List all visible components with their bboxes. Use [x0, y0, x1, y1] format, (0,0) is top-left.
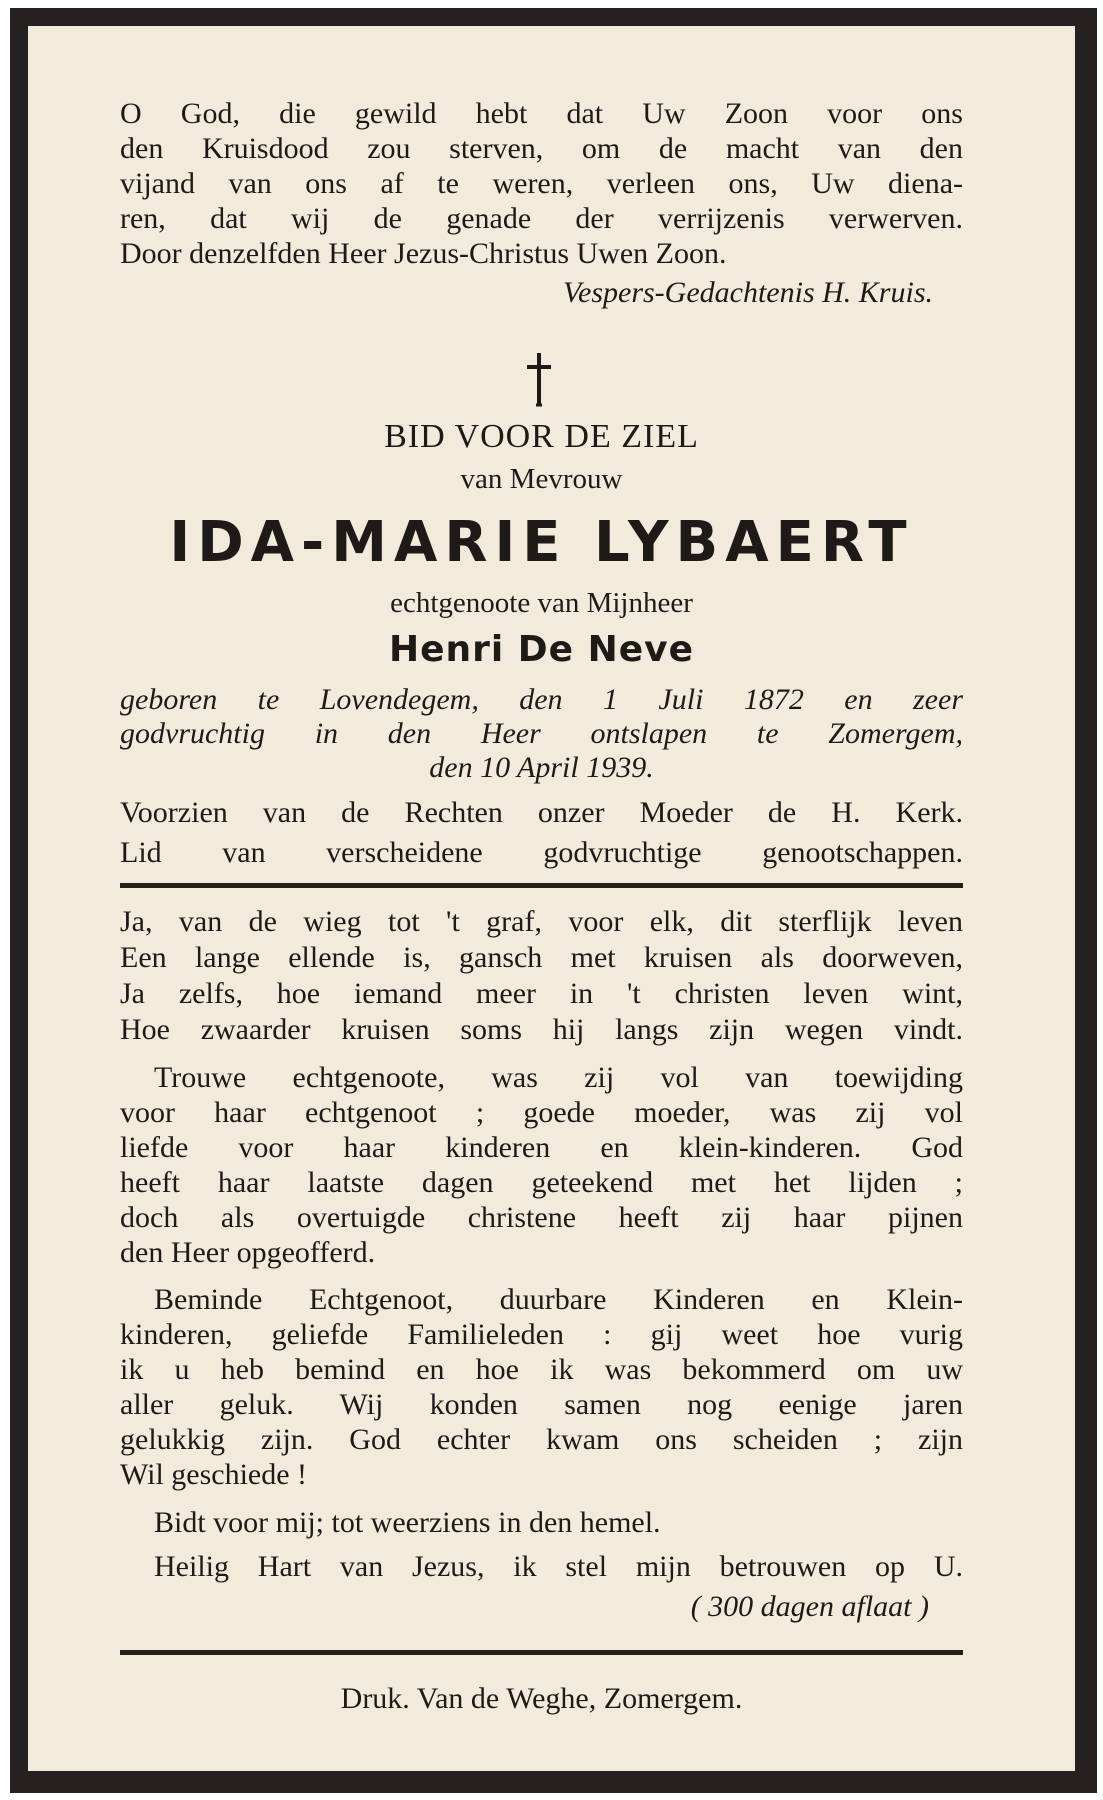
poem-line: Ja, van de wieg tot 't graf, voor elk, dit sterflijk leven [120, 905, 963, 938]
extra-line: Voorzien van de Rechten onzer Moeder de H. Kerk. [120, 796, 963, 829]
spouse-of-label: echtgenoote van Mijnheer [390, 587, 693, 619]
sacred-heart-prayer: Heilig Hart van Jezus, ik stel mijn betrouwen op U. [154, 1550, 963, 1583]
prayer-line: ren, dat wij de genade der verrijzenis verwerven. [120, 202, 963, 235]
tribute-line: liefde voor haar kinderen en klein-kinderen. God [120, 1131, 963, 1164]
prayer-source: Vespers-Gedachtenis H. Kruis. [563, 276, 933, 309]
deceased-name: IDA-MARIE LYBAERT [169, 510, 914, 575]
poem-line: Een lange ellende is, gansch met kruisen als doorweven, [120, 941, 963, 974]
tribute-line: doch als overtuigde christene heeft zij haar pijnen [120, 1201, 963, 1234]
dates-line: den 10 April 1939. [429, 751, 654, 784]
prayer-line: O God, die gewild hebt dat Uw Zoon voor ons [120, 97, 963, 130]
pray-for-me: Bidt voor mij; tot weerziens in den hemel. [154, 1506, 661, 1539]
prayer-line: den Kruisdood zou sterven, om de macht van den [120, 132, 963, 165]
pray-for-soul-heading: BID VOOR DE ZIEL [384, 418, 699, 455]
dates-line: geboren te Lovendegem, den 1 Juli 1872 en zeer [120, 683, 963, 716]
farewell-paragraph [120, 1282, 963, 1492]
opening-prayer [120, 96, 963, 271]
printer-credit: Druk. Van de Weghe, Zomergem. [340, 1682, 743, 1715]
poem [120, 904, 963, 1048]
tribute-line: heeft haar laatste dagen geteekend met het lijden ; [120, 1166, 963, 1199]
divider-rule [120, 883, 963, 888]
cross-icon [522, 351, 556, 407]
dates-line: godvruchtig in den Heer ontslapen te Zomergem, [120, 717, 963, 750]
farewell-line: kinderen, geliefde Familieleden : gij weet hoe vurig [120, 1318, 963, 1351]
farewell-line: aller geluk. Wij konden samen nog eenige jaren [120, 1388, 963, 1421]
card-paper [28, 26, 1075, 1771]
farewell-line: Beminde Echtgenoot, duurbare Kinderen en Klein- [154, 1283, 963, 1316]
indulgence-note: ( 300 dagen aflaat ) [690, 1590, 929, 1623]
prayer-line: vijand van ons af te weren, verleen ons, Uw diena- [120, 167, 963, 200]
tribute-line: Trouwe echtgenoote, was zij vol van toewijding [154, 1061, 963, 1094]
tribute-line: den Heer opgeofferd. [120, 1236, 376, 1269]
poem-line: Hoe zwaarder kruisen soms hij langs zijn wegen vindt. [120, 1013, 963, 1046]
farewell-line: gelukkig zijn. God echter kwam ons scheiden ; zijn [120, 1423, 963, 1456]
farewell-line: ik u heb bemind en hoe ik was bekommerd om uw [120, 1353, 963, 1386]
sacraments-and-memberships [120, 793, 963, 873]
spouse-name: Henri De Neve [388, 629, 695, 670]
tribute-line: voor haar echtgenoot ; goede moeder, was zij vol [120, 1096, 963, 1129]
memorial-card [10, 8, 1097, 1793]
prayer-line: Door denzelfden Heer Jezus-Christus Uwen Zoon. [120, 237, 727, 270]
extra-line: Lid van verscheidene godvruchtige genootschappen. [120, 836, 963, 869]
tribute-paragraph [120, 1060, 963, 1270]
poem-line: Ja zelfs, hoe iemand meer in 't christen leven wint, [120, 977, 963, 1010]
van-mevrouw: van Mevrouw [460, 463, 623, 495]
farewell-line: Wil geschiede ! [120, 1458, 308, 1491]
bottom-rule [120, 1650, 963, 1655]
birth-death-dates [120, 683, 963, 785]
